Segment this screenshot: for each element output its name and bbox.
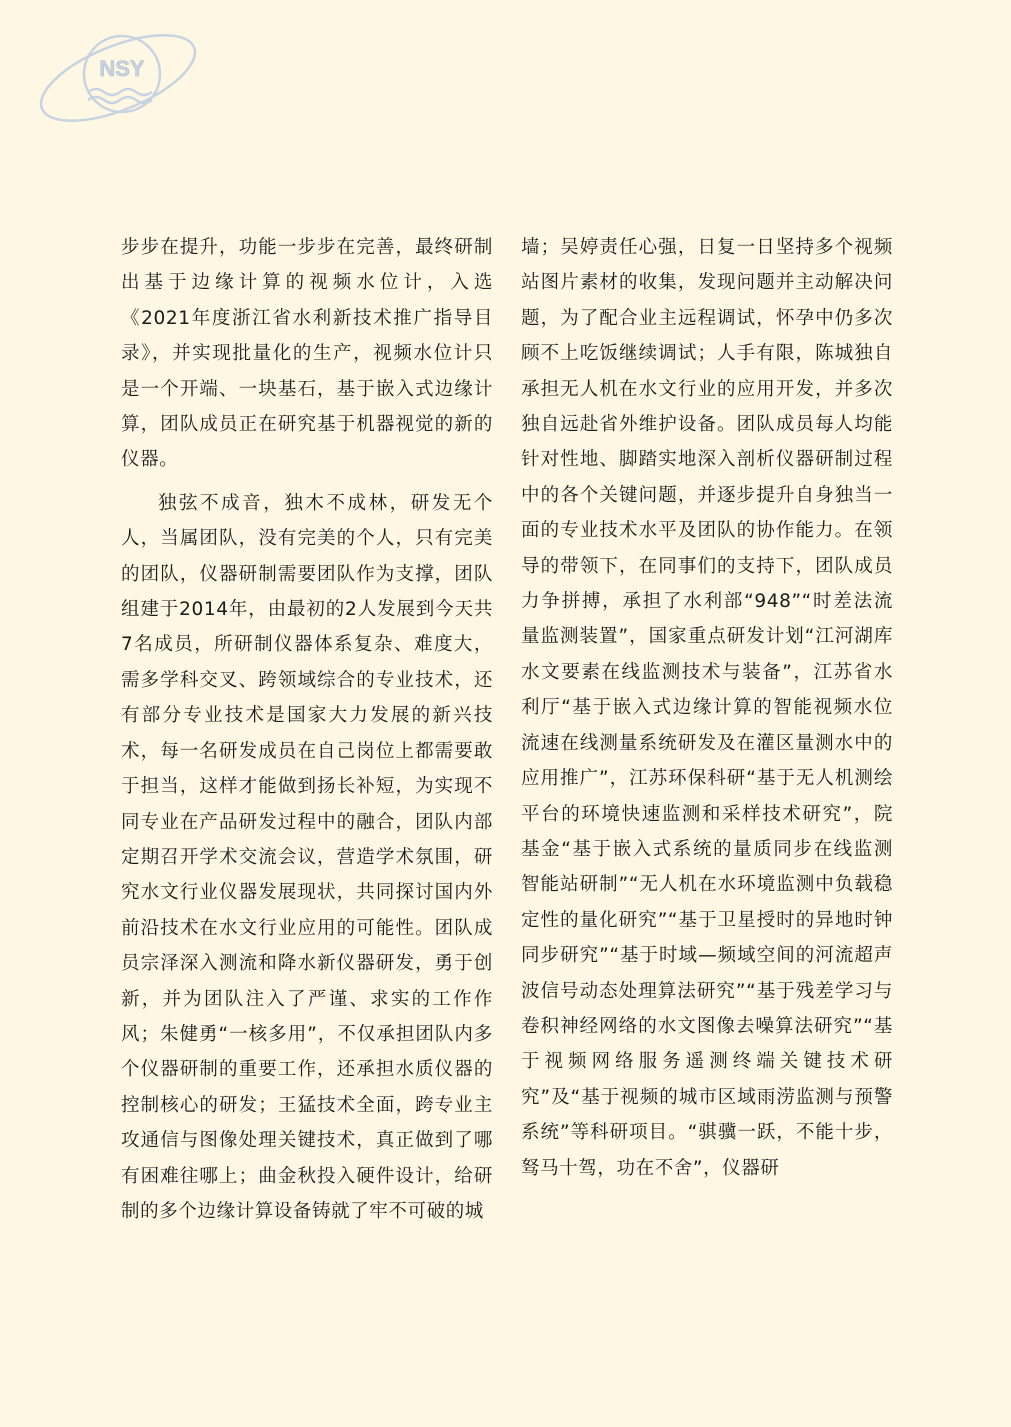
paragraph: 墙；吴婷责任心强，日复一日坚持多个视频站图片素材的收集，发现问题并主动解决问题，为了配合业主远程调试，怀孕中仍多次顾不上吃饭继续调试；人手有限，陈城独自承担无人机在水文行业的应用开发，并多次独自远赴省外维护设备。团队成员每人均能针对性地、脚踏实地深入剖析仪器研制过程中的各个关键问题，并逐步提升自身独当一面的专业技术水平及团队的协作能力。在领导的带领下，在同事们的支持下，团队成员力争拼搏，承担了水利部“948”“时差法流量监测装置”，国家重点研发计划“江河湖库水文要素在线监测技术与装备”，江苏省水利厅“基于嵌入式边缘计算的智能视频水位流速在线测量系统研发及在灌区量测水中的应用推广”，江苏环保科研“基于无人机测绘平台的环境快速监测和采样技术研究”，院基金“基于嵌入式系统的量质同步在线监测智能站研制”“无人机在水环境监测中负载稳定性的量化研究”“基于卫星授时的异地时钟同步研究”“基于时域—频域空间的河流超声波信号动态处理算法研究”“基于残差学习与卷积神经网络的水文图像去噪算法研究”“基于视频网络服务遥测终端关键技术研究”及“基于视频的城市区域雨涝监测与预警系统”等科研项目。“骐骥一跃，不能十步，驽马十驾，功在不舍”，仪器研	[521, 237, 893, 1179]
paragraph: 步步在提升，功能一步步在完善，最终研制出基于边缘计算的视频水位计，入选《2021年度浙江省水利新技术推广指导目录》，并实现批量化的生产，视频水位计只是一个开端、一块基石，基于嵌入式边缘计算，团队成员正在研究基于机器视觉的新的仪器。	[121, 237, 493, 471]
nsy-logo	[26, 26, 206, 126]
paragraph: 独弦不成音，独木不成林，研发无个人，当属团队，没有完美的个人，只有完美的团队，仪器研制需要团队作为支撑，团队组建于2014年，由最初的2人发展到今天共7名成员，所研制仪器体系复杂、难度大，需多学科交叉、跨领域综合的专业技术，还有部分专业技术是国家大力发展的新兴技术，每一名研发成员在自己岗位上都需要敢于担当，这样才能做到扬长补短，为实现不同专业在产品研发过程中的融合，团队内部定期召开学术交流会议，营造学术氛围，研究水文行业仪器发展现状，共同探讨国内外前沿技术在水文行业应用的可能性。团队成员宗泽深入测流和降水新仪器研发，勇于创新，并为团队注入了严谨、求实的工作作风；朱健勇“一核多用”，不仅承担团队内多个仪器研制的重要工作，还承担水质仪器的控制核心的研发；王猛技术全面，跨专业主攻通信与图像处理关键技术，真正做到了哪有困难往哪上；曲金秋投入硬件设计，给研制的多个边缘计算设备铸就了牢不可破的城	[121, 492, 493, 1222]
text-column-right	[521, 230, 893, 1186]
text-column-left	[121, 230, 493, 1229]
logo-text: NSY	[99, 56, 145, 81]
